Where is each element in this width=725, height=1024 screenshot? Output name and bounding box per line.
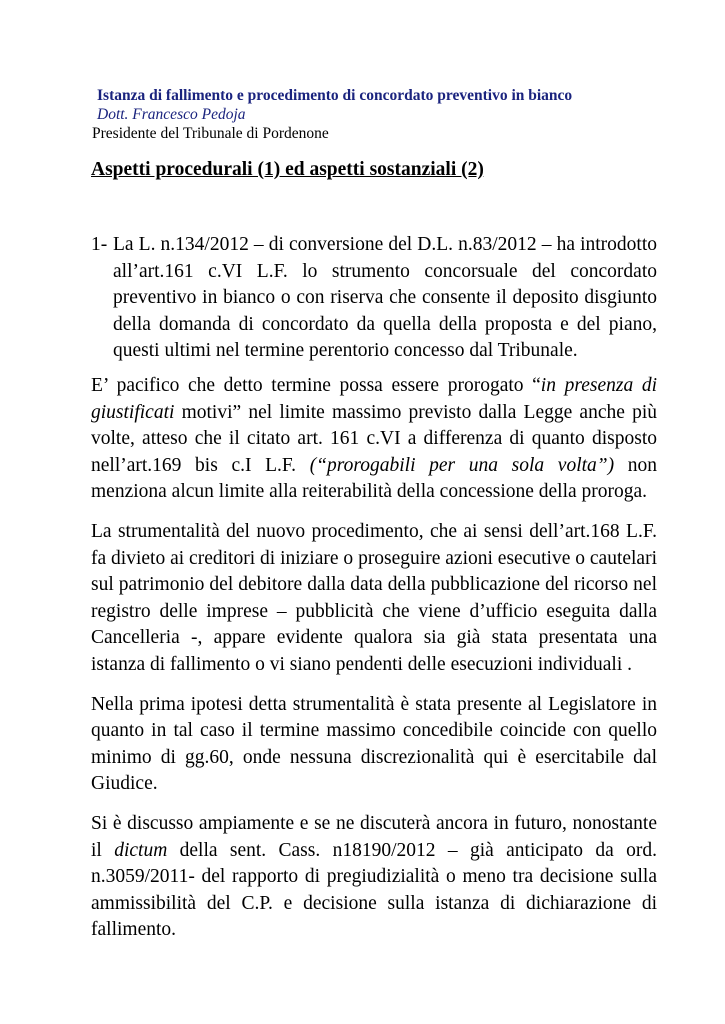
section-heading: Aspetti procedurali (1) ed aspetti sostanziali (2) [91,159,484,180]
document-body [91,232,657,957]
paragraph-text: della sent. Cass. n18190/2012 – già anticipato da ord. n.3059/2011- del rapporto di pregiudizialità o meno tra decisione sulla ammissibilità del C.P. e decisione sulla istanza di dichiarazione di fallimento. [91,839,658,940]
numbered-paragraph-1 [91,232,657,365]
paragraph-text: non menziona alcun limite alla reiterabilità della concessione della proroga. [91,454,658,502]
item-text: La L. n.134/2012 – di conversione del D.L. n.83/2012 – ha introdotto all’art.161 c.VI L.F. lo strumento concorsuale del concordato preventivo in bianco o con riserva che consente il deposito disgiunto della domanda di concordato da quella della proposta e del piano, questi ultimi nel termine perentorio concesso dal Tribunale. [113,234,657,361]
author-role: Presidente del Tribunale di Pordenone [92,125,329,142]
item-number: 1- [91,234,108,255]
italic-term: dictum [114,839,168,861]
paragraph-text: Si è discusso ampiamente e se ne discuterà ancora in futuro, nonostante il [91,813,657,861]
paragraph-proroga [91,373,657,506]
paragraph-discusso [91,811,657,944]
author-name: Dott. Francesco Pedoja [97,106,246,123]
document-header [92,86,652,143]
paragraph-strumentalita: La strumentalità del nuovo procedimento, che ai sensi dell’art.168 L.F. fa divieto ai creditori di iniziare o proseguire azioni esecutive o cautelari sul patrimonio del debitore dalla data della pubblicazione del ricorso nel registro delle imprese – pubblicità che viene d’ufficio eseguita dalla Cancelleria -, appare evidente qualora sia già stata presentata una istanza di fallimento o vi siano pendenti delle esecuzioni individuali . [91,521,657,675]
italic-quote: (“prorogabili per una sola volta”) [309,454,615,476]
document-title: Istanza di fallimento e procedimento di concordato preventivo in bianco [97,87,573,104]
paragraph-text: motivi” nel limite massimo previsto dalla Legge anche più volte, atteso che il citato art. 161 c.VI a differenza di quanto disposto nell’art.169 bis c.I L.F. [91,401,657,476]
paragraph-prima-ipotesi: Nella prima ipotesi detta strumentalità è stata presente al Legislatore in quanto in tal caso il termine massimo concedibile coincide con quello minimo di gg.60, onde nessuna discrezionalità qui è esercitabile dal Giudice. [91,693,657,794]
italic-quote: in presenza di giustificati [91,375,657,423]
paragraph-text: E’ pacifico che detto termine possa essere prorogato “ [91,375,541,396]
